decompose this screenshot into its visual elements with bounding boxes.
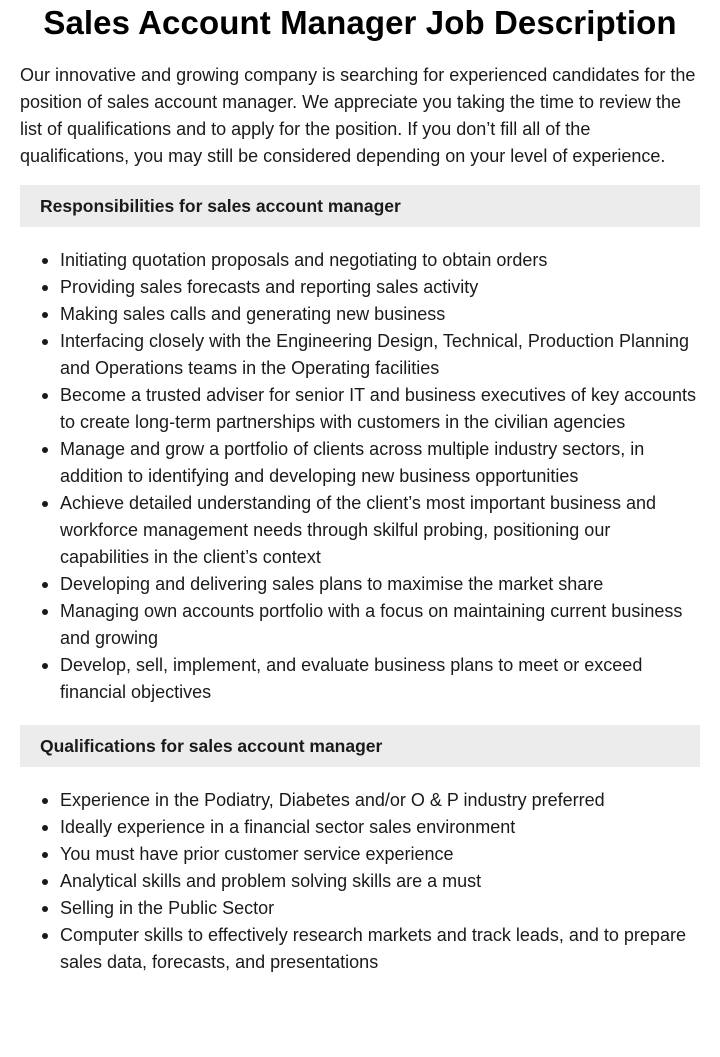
list-item: Selling in the Public Sector	[20, 895, 700, 922]
page-title: Sales Account Manager Job Description	[43, 4, 677, 41]
responsibilities-header	[20, 185, 700, 227]
list-item: Develop, sell, implement, and evaluate business plans to meet or exceed financial objectives	[20, 652, 700, 706]
list-item: Providing sales forecasts and reporting sales activity	[20, 274, 700, 301]
list-item: Managing own accounts portfolio with a focus on maintaining current business and growing	[20, 598, 700, 652]
list-item: Experience in the Podiatry, Diabetes and/or O & P industry preferred	[20, 787, 700, 814]
list-item: Ideally experience in a financial sector sales environment	[20, 814, 700, 841]
list-item: Developing and delivering sales plans to maximise the market share	[20, 571, 700, 598]
qualifications-list	[20, 787, 700, 976]
list-item: Computer skills to effectively research markets and track leads, and to prepare sales data, forecasts, and presentations	[20, 922, 700, 976]
list-item: Making sales calls and generating new business	[20, 301, 700, 328]
list-item: You must have prior customer service experience	[20, 841, 700, 868]
qualifications-header	[20, 725, 700, 767]
list-item: Become a trusted adviser for senior IT and business executives of key accounts to create long-term partnerships with customers in the civilian agencies	[20, 382, 700, 436]
intro-paragraph: Our innovative and growing company is searching for experienced candidates for the position of sales account manager. We appreciate you taking the time to review the list of qualifications and to apply for the position. If you don’t fill all of the qualifications, you may still be considered depending on your level of experience.	[20, 65, 696, 166]
list-item: Manage and grow a portfolio of clients across multiple industry sectors, in addition to identifying and developing new business opportunities	[20, 436, 700, 490]
qualifications-heading: Qualifications for sales account manager	[40, 735, 383, 756]
list-item: Achieve detailed understanding of the client’s most important business and workforce management needs through skilful probing, positioning our capabilities in the client’s context	[20, 490, 700, 571]
responsibilities-list	[20, 247, 700, 706]
list-item: Initiating quotation proposals and negotiating to obtain orders	[20, 247, 700, 274]
responsibilities-heading: Responsibilities for sales account manager	[40, 195, 401, 216]
list-item: Interfacing closely with the Engineering Design, Technical, Production Planning and Operations teams in the Operating facilities	[20, 328, 700, 382]
list-item: Analytical skills and problem solving skills are a must	[20, 868, 700, 895]
